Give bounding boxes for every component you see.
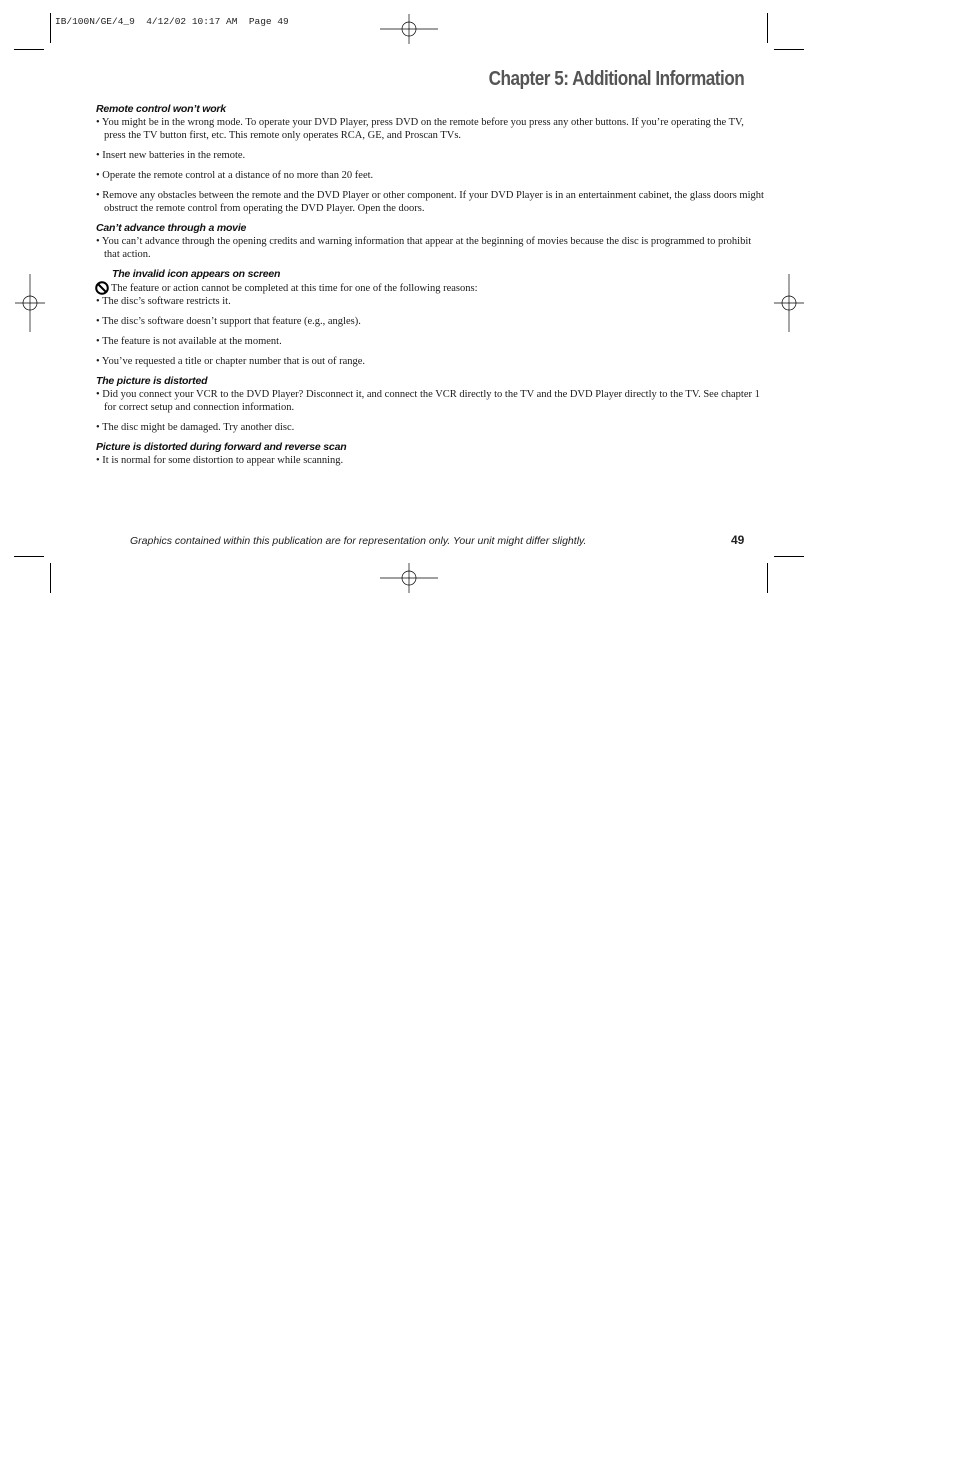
crop-mark-top-right-horizontal (774, 49, 804, 50)
crop-mark-bottom-right-vertical (767, 563, 768, 593)
list-item: • Did you connect your VCR to the DVD Player? Disconnect it, and connect the VCR directly to the TV and the DVD Player directly to the TV. See chapter 1 for correct setup and connection information. (96, 389, 760, 413)
registration-mark-right (774, 274, 804, 332)
section-heading-remote: Remote control won’t work (96, 103, 226, 115)
registration-mark-bottom (380, 563, 438, 593)
list-item: • The feature is not available at the moment. (96, 336, 282, 347)
troubleshooting-content (96, 103, 768, 467)
section-heading-scan: Picture is distorted during forward and reverse scan (96, 441, 347, 453)
crop-mark-bottom-left-horizontal (14, 556, 44, 557)
crop-mark-bottom-left-vertical (50, 563, 51, 593)
page-number: 49 (731, 533, 745, 547)
footer-disclaimer: Graphics contained within this publication are for representation only. Your unit might differ slightly. (130, 535, 587, 547)
crop-mark-top-left-vertical (50, 13, 51, 43)
invalid-intro-text: The feature or action cannot be completed at this time for one of the following reasons: (111, 282, 478, 294)
list-item: • Operate the remote control at a distance of no more than 20 feet. (96, 170, 374, 181)
print-slug-line: IB/100N/GE/4_9 4/12/02 10:17 AM Page 49 (55, 16, 289, 27)
list-item: • You’ve requested a title or chapter number that is out of range. (96, 356, 366, 367)
registration-mark-left (15, 274, 45, 332)
section-heading-invalid: The invalid icon appears on screen (112, 268, 281, 280)
chapter-title: Chapter 5: Additional Information (488, 68, 744, 90)
list-item: • Insert new batteries in the remote. (96, 150, 246, 161)
crop-mark-top-right-vertical (767, 13, 768, 43)
list-item: • The disc might be damaged. Try another disc. (96, 422, 295, 433)
crop-mark-bottom-right-horizontal (774, 556, 804, 557)
invalid-intro-line (94, 281, 768, 295)
registration-mark-top (380, 14, 438, 44)
list-item: • Remove any obstacles between the remote and the DVD Player or other component. If your DVD Player is in an entertainment cabinet, the glass doors might obstruct the remote control from operating the DVD Player. Open the doors. (96, 190, 764, 214)
section-heading-distorted: The picture is distorted (96, 375, 208, 387)
crop-mark-top-left-horizontal (14, 49, 44, 50)
list-item: • It is normal for some distortion to appear while scanning. (96, 455, 344, 466)
list-item: • You can’t advance through the opening credits and warning information that appear at the beginning of movies because the disc is programmed to prohibit that action. (96, 236, 752, 260)
invalid-icon (94, 281, 110, 295)
section-heading-advance: Can’t advance through a movie (96, 222, 247, 234)
list-item: • The disc’s software restricts it. (96, 296, 231, 307)
list-item: • You might be in the wrong mode. To operate your DVD Player, press DVD on the remote before you press any other buttons. If you’re operating the TV, press the TV button first, etc. This remote only operates RCA, GE, and Proscan TVs. (96, 117, 744, 141)
list-item: • The disc’s software doesn’t support that feature (e.g., angles). (96, 316, 361, 327)
